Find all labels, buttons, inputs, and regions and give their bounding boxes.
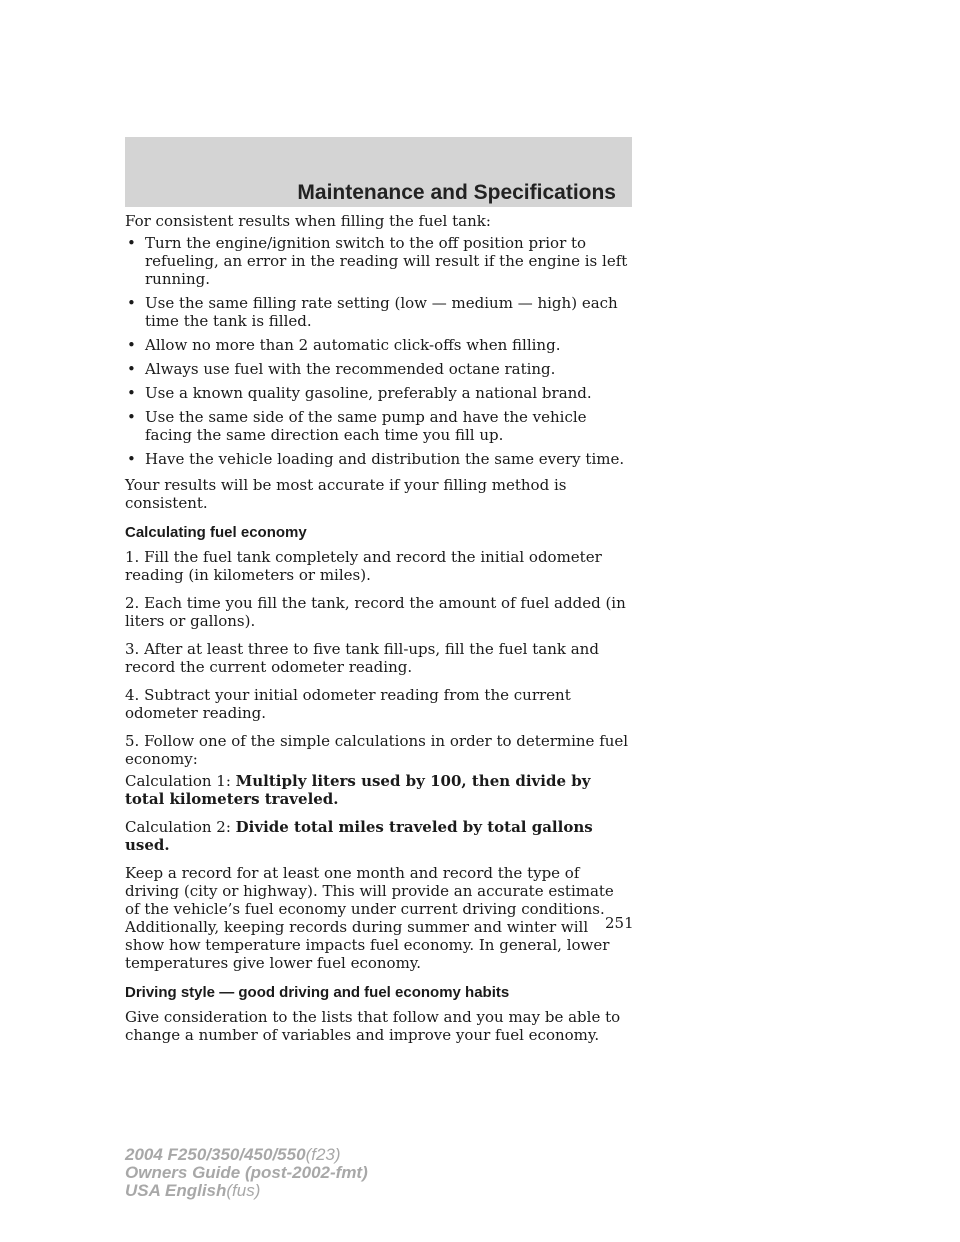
page-number: 251 [605,914,634,932]
calculation-1-text: Multiply liters used by 100, then divide by total kilometers traveled. [125,772,591,808]
record-note: Keep a record for at least one month and record the type of driving (city or highway). This will provide an accurate estimate of the vehicle’s fuel economy under current driving conditions. Additionally, keeping records during summer and winter will show how temperature impacts fuel economy. In general, lower temperatures give lower fuel economy. [125,864,614,972]
results-note: Your results will be most accurate if your filling method is consistent. [125,476,567,512]
calculation-2-label: Calculation 2: [125,818,236,836]
list-item: • Have the vehicle loading and distribution the same every time. [125,450,630,468]
step-5: 5. Follow one of the simple calculations in order to determine fuel economy: [125,732,629,768]
heading-driving-style: Driving style — good driving and fuel economy habits [125,984,510,1001]
calculation-2 [125,818,630,854]
list-item: • Turn the engine/ignition switch to the off position prior to refueling, an error in the reading will result if the engine is left running. [125,234,630,288]
section-title: Maintenance and Specifications [297,181,616,204]
list-item: • Use the same filling rate setting (low — medium — high) each time the tank is filled. [125,294,630,330]
footer-line-3 [125,1182,368,1200]
fill-tips-list [125,234,630,468]
list-item: • Always use fuel with the recommended octane rating. [125,360,630,378]
footer-line-2: Owners Guide (post-2002-fmt) [125,1163,368,1182]
calculation-2-text: Divide total miles traveled by total gallons used. [125,818,593,854]
calculation-1-label: Calculation 1: [125,772,236,790]
intro-text: For consistent results when filling the fuel tank: [125,212,491,230]
document-footer [125,1146,368,1200]
list-item: • Use the same side of the same pump and have the vehicle facing the same direction each time you fill up. [125,408,630,444]
step-2: 2. Each time you fill the tank, record the amount of fuel added (in liters or gallons). [125,594,626,630]
page-content [125,212,630,1054]
step-1: 1. Fill the fuel tank completely and record the initial odometer reading (in kilometers or miles). [125,548,602,584]
driving-style-text: Give consideration to the lists that follow and you may be able to change a number of variables and improve your fuel economy. [125,1008,621,1044]
list-item: • Allow no more than 2 automatic click-offs when filling. [125,336,630,354]
step-3: 3. After at least three to five tank fill-ups, fill the fuel tank and record the current odometer reading. [125,640,599,676]
footer-model: 2004 F250/350/450/550 [125,1145,306,1164]
footer-model-code: (f23) [305,1145,341,1164]
step-4: 4. Subtract your initial odometer reading from the current odometer reading. [125,686,571,722]
list-item: • Use a known quality gasoline, preferably a national brand. [125,384,630,402]
section-header-band [125,137,632,207]
footer-line-1 [125,1146,368,1164]
footer-language: USA English [125,1181,227,1200]
calculation-1 [125,772,630,808]
heading-calculating-fuel-economy: Calculating fuel economy [125,524,307,541]
footer-language-code: (fus) [226,1181,261,1200]
